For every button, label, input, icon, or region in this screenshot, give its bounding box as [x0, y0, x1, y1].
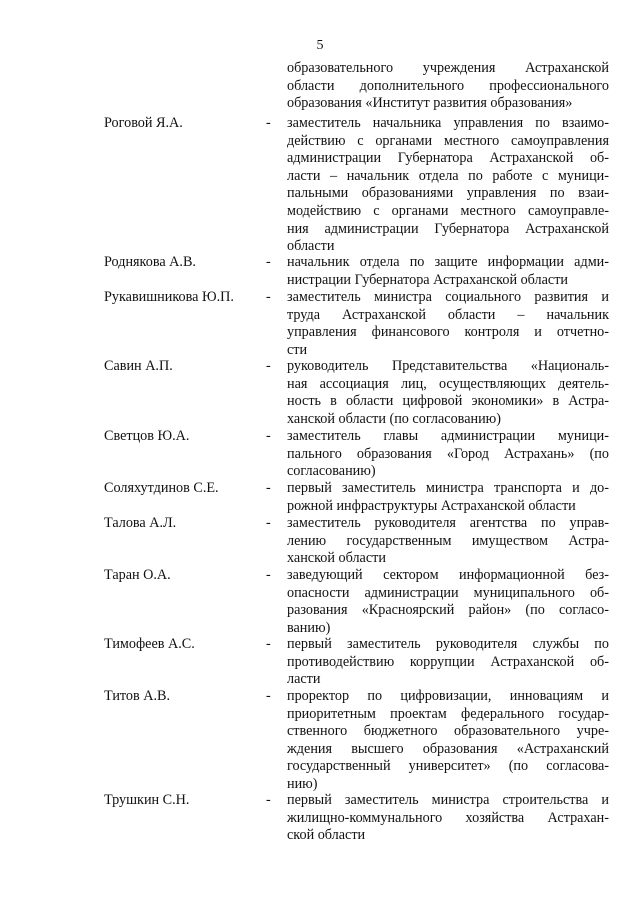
position-line: модействию с органами местного самоуправле-: [287, 202, 609, 219]
member-dash: -: [266, 115, 271, 131]
member-position: [287, 428, 609, 481]
position-line: государственный университет» (по согласова-: [287, 758, 609, 775]
member-position: [287, 115, 609, 256]
position-line: ласти – начальник отдела по работе с муници-: [287, 167, 609, 184]
position-line: проректор по цифровизации, инновациям и: [287, 688, 609, 704]
member-position: [287, 792, 609, 845]
member-dash: -: [266, 567, 271, 583]
position-line: заместитель главы администрации муници-: [287, 428, 609, 444]
position-line: первый заместитель руководителя службы по: [287, 636, 609, 652]
member-position: [287, 636, 609, 689]
position-line: разования «Красноярский район» (по согласо-: [287, 602, 609, 619]
continuation-text: [287, 60, 609, 113]
member-position: [287, 515, 609, 568]
position-line: ской области: [287, 827, 366, 844]
position-line: пального образования «Город Астрахань» (по: [287, 445, 609, 462]
member-name: Савин А.П.: [104, 358, 173, 374]
position-line: лению государственным имуществом Астра-: [287, 532, 609, 549]
position-line: действию с органами местного самоуправления: [287, 132, 609, 149]
member-dash: -: [266, 254, 271, 270]
position-line: нистрации Губернатора Астраханской области: [287, 271, 569, 288]
position-line: заместитель министра социального развития и: [287, 289, 609, 305]
position-line: пальными образованиями управления по взаи-: [287, 185, 609, 202]
continuation-line: образовательного учреждения Астраханской: [287, 60, 609, 76]
position-line: начальник отдела по защите информации адми-: [287, 254, 609, 270]
member-position: [287, 358, 609, 428]
member-name: Светцов Ю.А.: [104, 428, 190, 444]
position-line: ханской области (по согласованию): [287, 410, 502, 427]
member-dash: -: [266, 792, 271, 808]
position-line: рожной инфраструктуры Астраханской области: [287, 497, 576, 514]
position-line: ность в области цифровой экономики» в Астра-: [287, 393, 609, 410]
position-line: заведующий сектором информационной без-: [287, 567, 609, 583]
position-line: нию): [287, 775, 318, 792]
position-line: опасности администрации муниципального об-: [287, 584, 609, 601]
member-dash: -: [266, 289, 271, 305]
position-line: управления финансового контроля и отчетно-: [287, 324, 609, 341]
member-name: Тимофеев А.С.: [104, 636, 195, 652]
member-dash: -: [266, 428, 271, 444]
member-name: Талова А.Л.: [104, 515, 177, 531]
position-line: ния администрации Губернатора Астраханской: [287, 220, 609, 237]
member-dash: -: [266, 480, 271, 496]
member-position: [287, 254, 609, 289]
position-line: ственного бюджетного образовательного учре-: [287, 723, 609, 740]
member-dash: -: [266, 358, 271, 374]
member-dash: -: [266, 636, 271, 652]
member-name: Трушкин С.Н.: [104, 792, 190, 808]
position-line: жилищно-коммунального хозяйства Астрахан-: [287, 809, 609, 826]
position-line: заместитель начальника управления по взаимо-: [287, 115, 609, 131]
continuation-line: образования «Институт развития образования»: [287, 95, 573, 112]
member-name: Рукавишникова Ю.П.: [104, 289, 234, 305]
continuation-line: области дополнительного профессионального: [287, 77, 609, 94]
member-dash: -: [266, 688, 271, 704]
member-name: Роговой Я.А.: [104, 115, 183, 131]
position-line: руководитель Представительства «Националь-: [287, 358, 609, 374]
position-line: ная ассоциация лиц, осуществляющих деятель-: [287, 375, 609, 392]
member-name: Роднякова А.В.: [104, 254, 196, 270]
position-line: ханской области: [287, 550, 386, 567]
position-line: области: [287, 238, 335, 255]
member-name: Соляхутдинов С.Е.: [104, 480, 219, 496]
member-position: [287, 688, 609, 794]
member-dash: -: [266, 515, 271, 531]
position-line: администрации Губернатора Астраханской об-: [287, 150, 609, 167]
member-name: Таран О.А.: [104, 567, 171, 583]
position-line: ждения высшего образования «Астраханский: [287, 740, 609, 757]
position-line: сти: [287, 341, 308, 358]
page-number: 5: [316, 38, 324, 53]
member-name: Титов А.В.: [104, 688, 171, 704]
position-line: заместитель руководителя агентства по управ-: [287, 515, 609, 531]
position-line: ванию): [287, 619, 331, 636]
position-line: ласти: [287, 671, 321, 688]
position-line: согласованию): [287, 463, 376, 480]
position-line: противодействию коррупции Астраханской об-: [287, 653, 609, 670]
position-line: приоритетным проектам федерального государ-: [287, 705, 609, 722]
position-line: первый заместитель министра транспорта и до-: [287, 480, 609, 496]
member-position: [287, 567, 609, 637]
member-position: [287, 289, 609, 359]
position-line: труда Астраханской области – начальник: [287, 306, 609, 323]
member-position: [287, 480, 609, 515]
position-line: первый заместитель министра строительства и: [287, 792, 609, 808]
